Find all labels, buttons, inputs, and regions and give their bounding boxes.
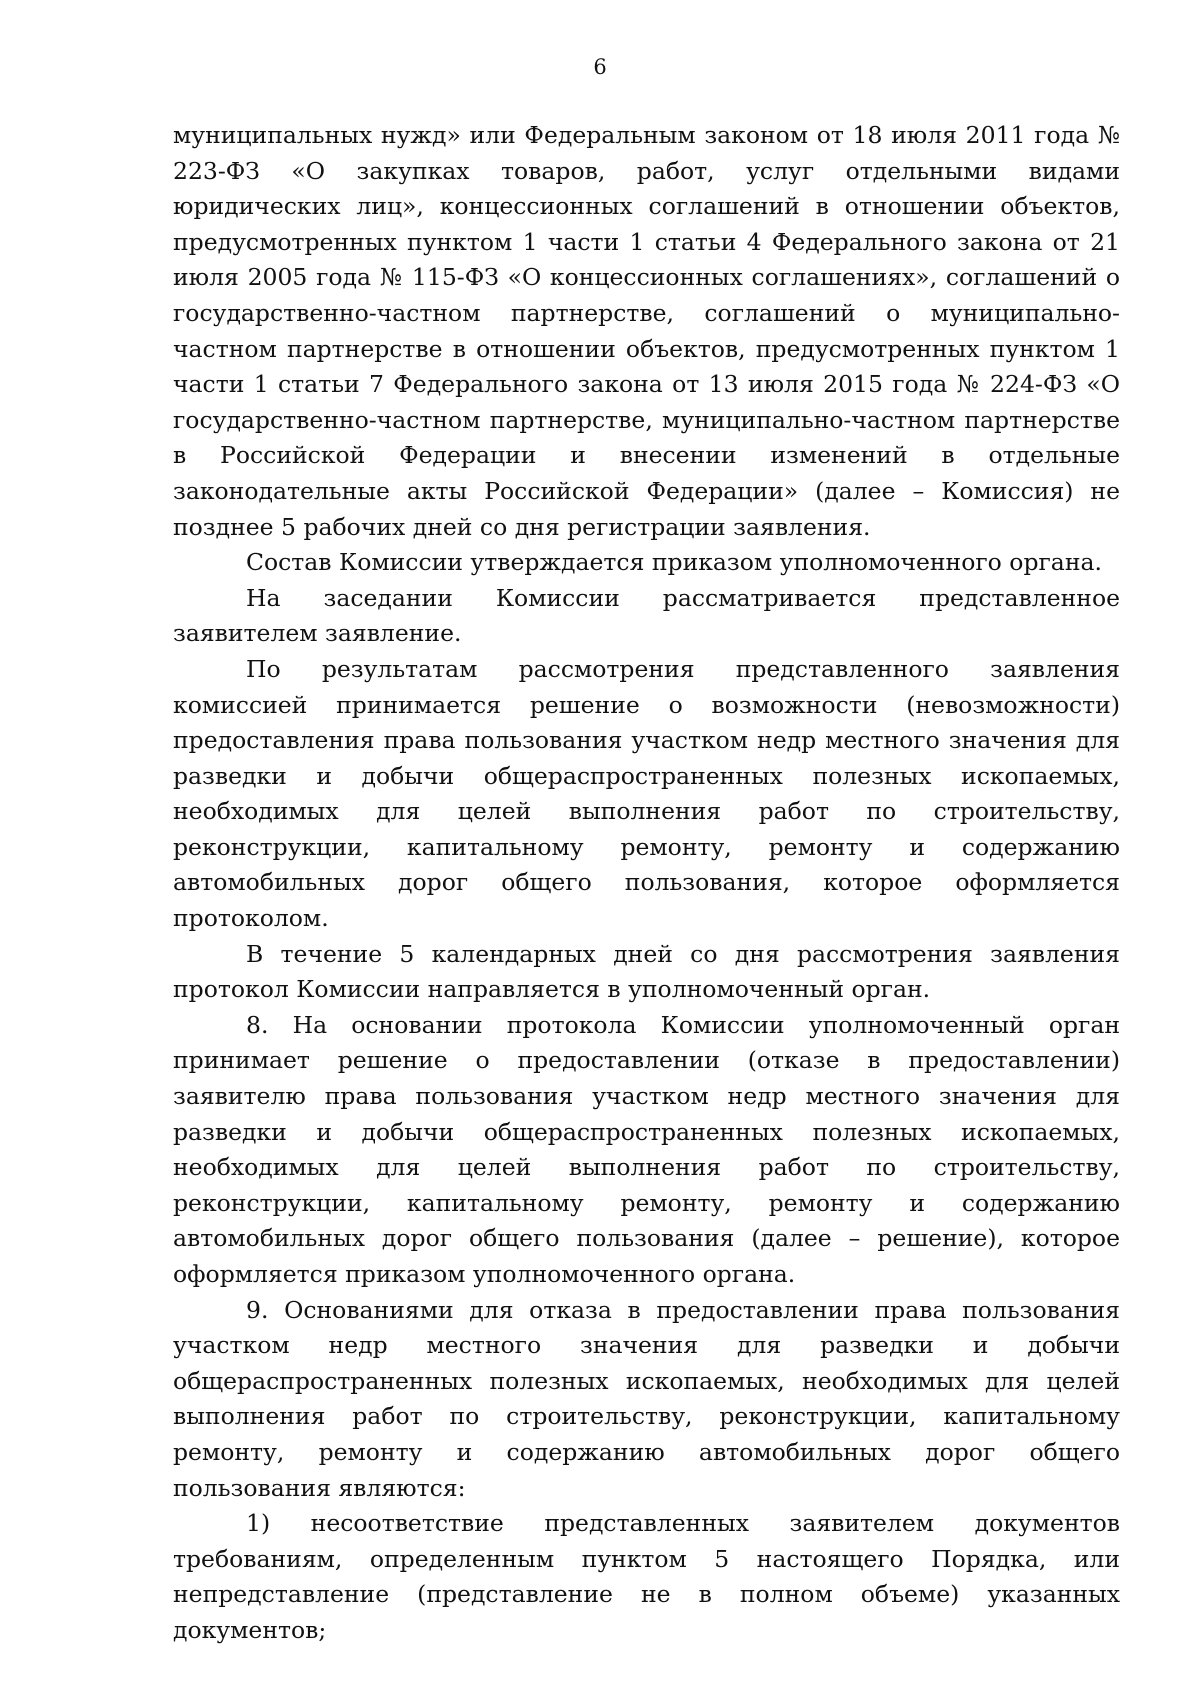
paragraph-commission-composition: Состав Комиссии утверждается приказом уполномоченного органа. (246, 548, 1102, 577)
paragraph-continuation: муниципальных нужд» или Федеральным законом от 18 июля 2011 года № 223-ФЗ «О закупках товаров, работ, услуг отдельными видами юридических лиц», концессионных соглашений в отношении объектов, предусмотренных пунктом 1 части 1 статьи 4 Федерального закона от 21 июля 2005 года № 115-ФЗ «О концессионных соглашениях», соглашений о государственно-частном партнерстве, соглашений о муниципально-частном партнерстве в отношении объектов, предусмотренных пунктом 1 части 1 статьи 7 Федерального закона от 13 июля 2015 года № 224-ФЗ «О государственно-частном партнерстве, муниципально-частном партнерстве в Российской Федерации и внесении изменений в отдельные законодательные акты Российской Федерации» (далее – Комиссия) не позднее 5 рабочих дней со дня регистрации заявления. (173, 121, 1120, 541)
paragraph-clause-9-item-1: 1) несоответствие представленных заявителем документов требованиям, определенным пунктом 5 настоящего Порядка, или непредставление (представление не в полном объеме) указанных документов; (173, 1509, 1120, 1644)
page-number: 6 (593, 55, 607, 79)
paragraph-clause-8: 8. На основании протокола Комиссии уполномоченный орган принимает решение о предоставлении (отказе в предоставлении) заявителю права пользования участком недр местного значения для разведки и добычи общераспространенных полезных ископаемых, необходимых для целей выполнения работ по строительству, реконструкции, капитальному ремонту, ремонту и содержанию автомобильных дорог общего пользования (далее – решение), которое оформляется приказом уполномоченного органа. (173, 1010, 1120, 1288)
document-body (173, 118, 1120, 1649)
paragraph-commission-meeting: На заседании Комиссии рассматривается представленное заявителем заявление. (173, 583, 1120, 648)
paragraph-review-results: По результатам рассмотрения представленного заявления комиссией принимается решение о возможности (невозможности) предоставления права пользования участком недр местного значения для разведки и добычи общераспространенных полезных ископаемых, необходимых для целей выполнения работ по строительству, реконструкции, капитальному ремонту, ремонту и содержанию автомобильных дорог общего пользования, которое оформляется протоколом. (173, 654, 1120, 933)
paragraph-clause-9: 9. Основаниями для отказа в предоставлении права пользования участком недр местного значения для разведки и добычи общераспространенных полезных ископаемых, необходимых для целей выполнения работ по строительству, реконструкции, капитальному ремонту, ремонту и содержанию автомобильных дорог общего пользования являются: (173, 1295, 1120, 1502)
paragraph-protocol-submission: В течение 5 календарных дней со дня рассмотрения заявления протокол Комиссии направляется в уполномоченный орган. (173, 939, 1120, 1004)
